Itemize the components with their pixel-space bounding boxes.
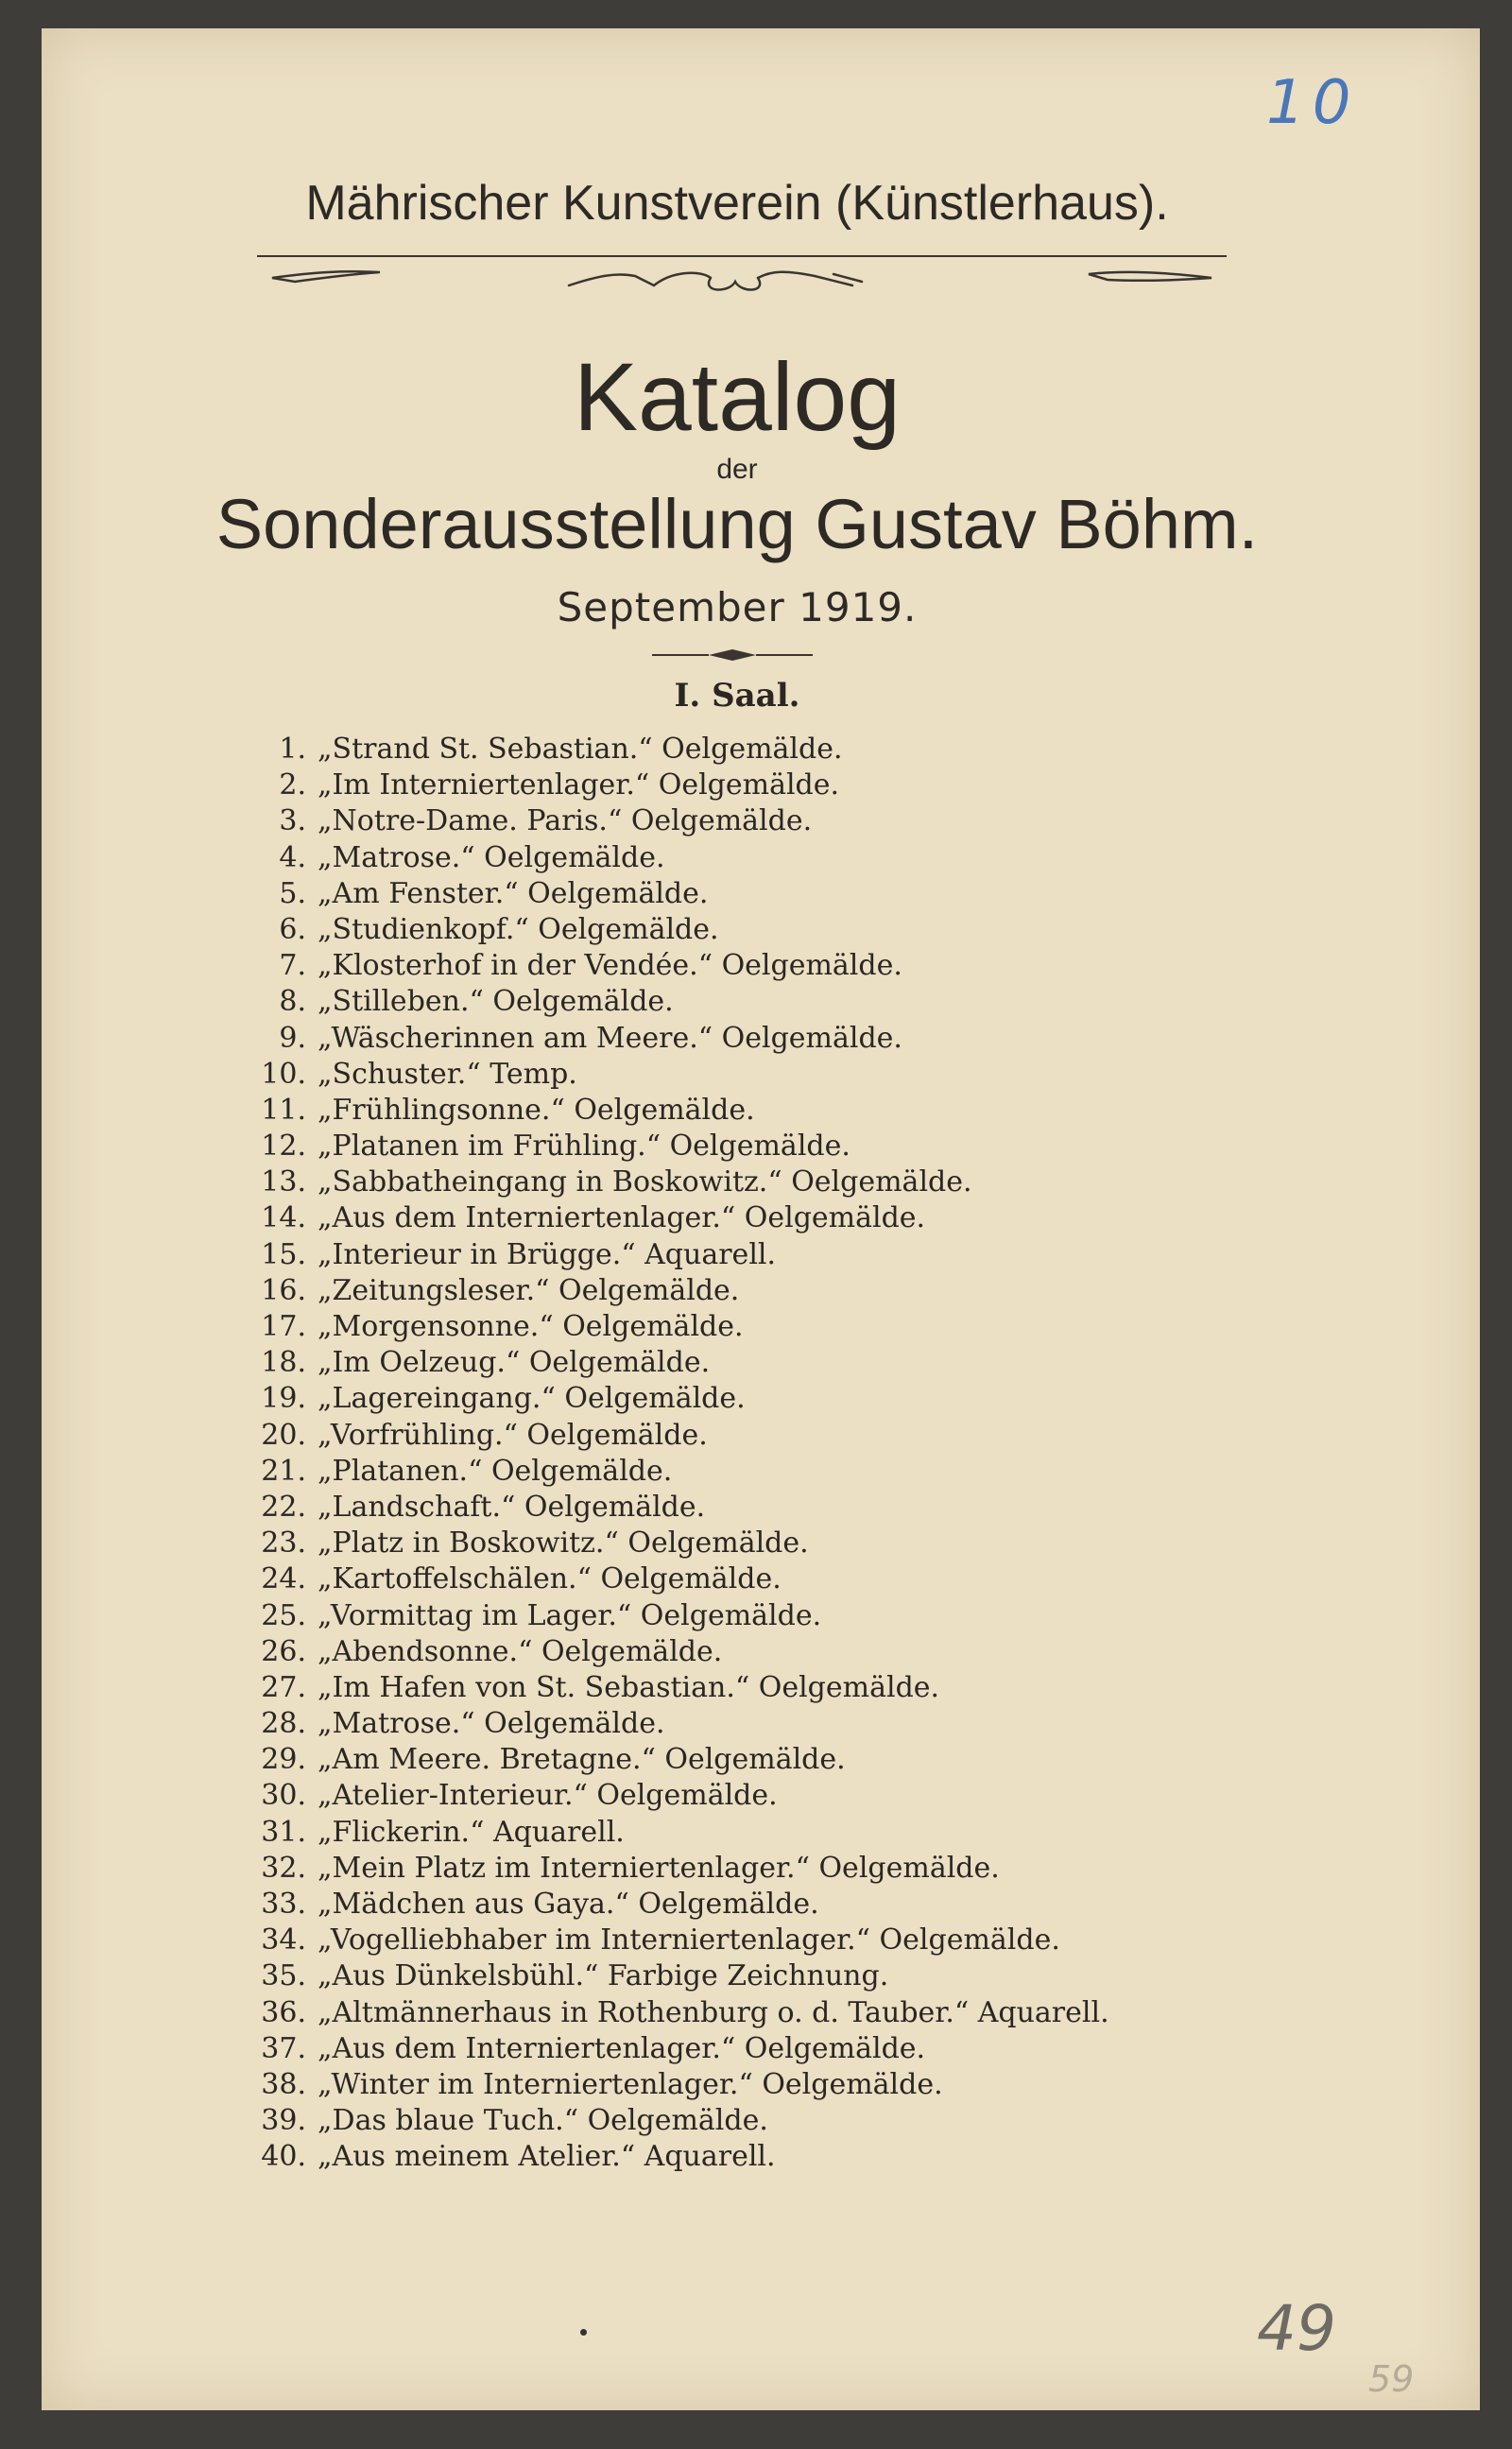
item-title: „Morgensonne.“ Oelgemälde. xyxy=(318,1310,744,1343)
list-item xyxy=(217,1778,1109,1814)
item-title: „Aus Dünkelsbühl.“ Farbige Zeichnung. xyxy=(318,1959,889,1993)
list-item xyxy=(217,732,1109,767)
item-number: 11. xyxy=(261,1093,306,1127)
item-title: „Aus meinem Atelier.“ Aquarell. xyxy=(318,2140,776,2174)
item-title: „Am Meere. Bretagne.“ Oelgemälde. xyxy=(318,1743,846,1777)
item-title: „Platz in Boskowitz.“ Oelgemälde. xyxy=(318,1526,809,1561)
item-title: „Sabbatheingang in Boskowitz.“ Oelgemälde. xyxy=(318,1165,972,1199)
section-heading: I. Saal. xyxy=(674,677,800,715)
item-number: 22. xyxy=(261,1490,306,1524)
item-title: „Vormittag im Lager.“ Oelgemälde. xyxy=(318,1598,822,1632)
list-item xyxy=(217,1021,1109,1057)
catalog-title: Katalog xyxy=(574,343,901,451)
list-item xyxy=(217,1742,1109,1778)
list-item xyxy=(217,2103,1109,2139)
item-number: 24. xyxy=(261,1562,306,1596)
item-title: „Platanen im Frühling.“ Oelgemälde. xyxy=(318,1130,850,1164)
list-item xyxy=(217,1093,1109,1129)
header-rule xyxy=(257,255,1227,257)
ornament-divider-icon xyxy=(257,261,1227,299)
item-number: 12. xyxy=(261,1130,306,1164)
list-item xyxy=(217,1670,1109,1706)
item-title: „Strand St. Sebastian.“ Oelgemälde. xyxy=(318,733,843,766)
item-number: 17. xyxy=(261,1310,306,1343)
item-title: „Platanen.“ Oelgemälde. xyxy=(318,1454,673,1488)
item-number: 23. xyxy=(261,1526,306,1561)
item-number: 3. xyxy=(279,804,306,838)
list-item xyxy=(217,984,1109,1020)
item-number: 18. xyxy=(261,1346,306,1380)
item-title: „Landschaft.“ Oelgemälde. xyxy=(318,1490,706,1524)
list-item xyxy=(217,1958,1109,1994)
item-title: „Vorfrühling.“ Oelgemälde. xyxy=(318,1418,708,1452)
item-number: 4. xyxy=(279,840,306,874)
item-number: 30. xyxy=(261,1779,306,1813)
item-title: „Notre-Dame. Paris.“ Oelgemälde. xyxy=(318,804,813,838)
item-number: 40. xyxy=(261,2140,306,2174)
item-title: „Flickerin.“ Aquarell. xyxy=(318,1815,625,1849)
society-heading: Mährischer Kunstverein (Künstlerhaus). xyxy=(305,176,1169,231)
item-title: „Studienkopf.“ Oelgemälde. xyxy=(318,912,719,946)
item-title: „Im Interniertenlager.“ Oelgemälde. xyxy=(318,768,840,802)
item-number: 7. xyxy=(279,949,306,983)
list-item xyxy=(217,840,1109,876)
exhibition-date: September 1919. xyxy=(557,584,918,630)
item-title: „Interieur in Brügge.“ Aquarell. xyxy=(318,1237,777,1271)
item-title: „Matrose.“ Oelgemälde. xyxy=(318,1707,665,1741)
list-item xyxy=(217,2139,1109,2175)
list-item xyxy=(217,876,1109,912)
faint-annotation: 59 xyxy=(1368,2358,1415,2400)
list-item xyxy=(217,1887,1109,1923)
item-title: „Lagereingang.“ Oelgemälde. xyxy=(318,1382,746,1416)
list-item xyxy=(217,1598,1109,1634)
item-number: 1. xyxy=(279,733,306,766)
item-title: „Vogelliebhaber im Interniertenlager.“ Oelgemälde. xyxy=(318,1923,1060,1957)
item-number: 15. xyxy=(261,1237,306,1271)
list-item xyxy=(217,1345,1109,1381)
item-number: 28. xyxy=(261,1707,306,1741)
item-number: 39. xyxy=(261,2104,306,2138)
item-number: 16. xyxy=(261,1273,306,1307)
item-number: 9. xyxy=(279,1021,306,1055)
list-item xyxy=(217,1237,1109,1273)
item-number: 26. xyxy=(261,1634,306,1668)
title-connector: der xyxy=(716,454,758,485)
list-item xyxy=(217,912,1109,948)
list-item xyxy=(217,1526,1109,1561)
item-number: 5. xyxy=(279,876,306,910)
list-item xyxy=(217,1923,1109,1958)
list-item xyxy=(217,1200,1109,1236)
list-item xyxy=(217,1057,1109,1093)
item-title: „Mein Platz im Interniertenlager.“ Oelgemälde. xyxy=(318,1851,1000,1885)
list-item xyxy=(217,1851,1109,1887)
item-title: „Kartoffelschälen.“ Oelgemälde. xyxy=(318,1562,782,1596)
item-title: „Schuster.“ Temp. xyxy=(318,1057,577,1091)
list-item xyxy=(217,1634,1109,1670)
list-item xyxy=(217,1164,1109,1200)
item-number: 10. xyxy=(261,1057,306,1091)
item-number: 32. xyxy=(261,1851,306,1885)
list-item xyxy=(217,1418,1109,1454)
list-item xyxy=(217,1490,1109,1526)
item-number: 25. xyxy=(261,1598,306,1632)
item-title: „Im Oelzeug.“ Oelgemälde. xyxy=(318,1346,711,1380)
item-number: 29. xyxy=(261,1743,306,1777)
item-number: 36. xyxy=(261,1995,306,2029)
item-number: 37. xyxy=(261,2031,306,2065)
item-title: „Winter im Interniertenlager.“ Oelgemälde. xyxy=(318,2067,943,2101)
item-number: 14. xyxy=(261,1201,306,1235)
ink-dot xyxy=(580,2329,587,2336)
list-item xyxy=(217,1561,1109,1597)
list-item xyxy=(217,1129,1109,1164)
handwritten-page-number: 10 xyxy=(1266,68,1359,138)
item-title: „Matrose.“ Oelgemälde. xyxy=(318,840,665,874)
item-title: „Im Hafen von St. Sebastian.“ Oelgemälde. xyxy=(318,1670,940,1704)
artwork-list xyxy=(217,732,1109,2176)
item-title: „Altmännerhaus in Rothenburg o. d. Tauber.“ Aquarell. xyxy=(318,1995,1109,2029)
list-item xyxy=(217,1995,1109,2031)
small-ornament-icon xyxy=(652,647,813,664)
item-title: „Aus dem Interniertenlager.“ Oelgemälde. xyxy=(318,2031,926,2065)
list-item xyxy=(217,1381,1109,1417)
item-number: 19. xyxy=(261,1382,306,1416)
item-number: 38. xyxy=(261,2067,306,2101)
item-number: 13. xyxy=(261,1165,306,1199)
item-number: 31. xyxy=(261,1815,306,1849)
item-number: 8. xyxy=(279,985,306,1019)
list-item xyxy=(217,803,1109,839)
item-title: „Klosterhof in der Vendée.“ Oelgemälde. xyxy=(318,949,902,983)
item-title: „Atelier-Interieur.“ Oelgemälde. xyxy=(318,1779,778,1813)
item-title: „Mädchen aus Gaya.“ Oelgemälde. xyxy=(318,1888,819,1921)
list-item xyxy=(217,1273,1109,1309)
item-number: 6. xyxy=(279,912,306,946)
item-title: „Am Fenster.“ Oelgemälde. xyxy=(318,876,709,910)
list-item xyxy=(217,1815,1109,1851)
exhibition-subtitle: Sonderausstellung Gustav Böhm. xyxy=(215,485,1259,563)
list-item xyxy=(217,1706,1109,1742)
item-number: 35. xyxy=(261,1959,306,1993)
pencil-annotation: 49 xyxy=(1257,2292,1336,2365)
item-title: „Abendsonne.“ Oelgemälde. xyxy=(318,1634,723,1668)
item-title: „Wäscherinnen am Meere.“ Oelgemälde. xyxy=(318,1021,902,1055)
item-title: „Das blaue Tuch.“ Oelgemälde. xyxy=(318,2104,768,2138)
item-number: 20. xyxy=(261,1418,306,1452)
item-number: 21. xyxy=(261,1454,306,1488)
item-number: 27. xyxy=(261,1670,306,1704)
list-item xyxy=(217,2067,1109,2103)
list-item xyxy=(217,948,1109,984)
item-number: 2. xyxy=(279,768,306,802)
item-title: „Frühlingsonne.“ Oelgemälde. xyxy=(318,1093,755,1127)
item-number: 33. xyxy=(261,1888,306,1921)
item-title: „Stilleben.“ Oelgemälde. xyxy=(318,985,674,1019)
item-number: 34. xyxy=(261,1923,306,1957)
item-title: „Zeitungsleser.“ Oelgemälde. xyxy=(318,1273,740,1307)
list-item xyxy=(217,767,1109,803)
item-title: „Aus dem Interniertenlager.“ Oelgemälde. xyxy=(318,1201,926,1235)
list-item xyxy=(217,1309,1109,1345)
list-item xyxy=(217,1454,1109,1490)
list-item xyxy=(217,2031,1109,2067)
